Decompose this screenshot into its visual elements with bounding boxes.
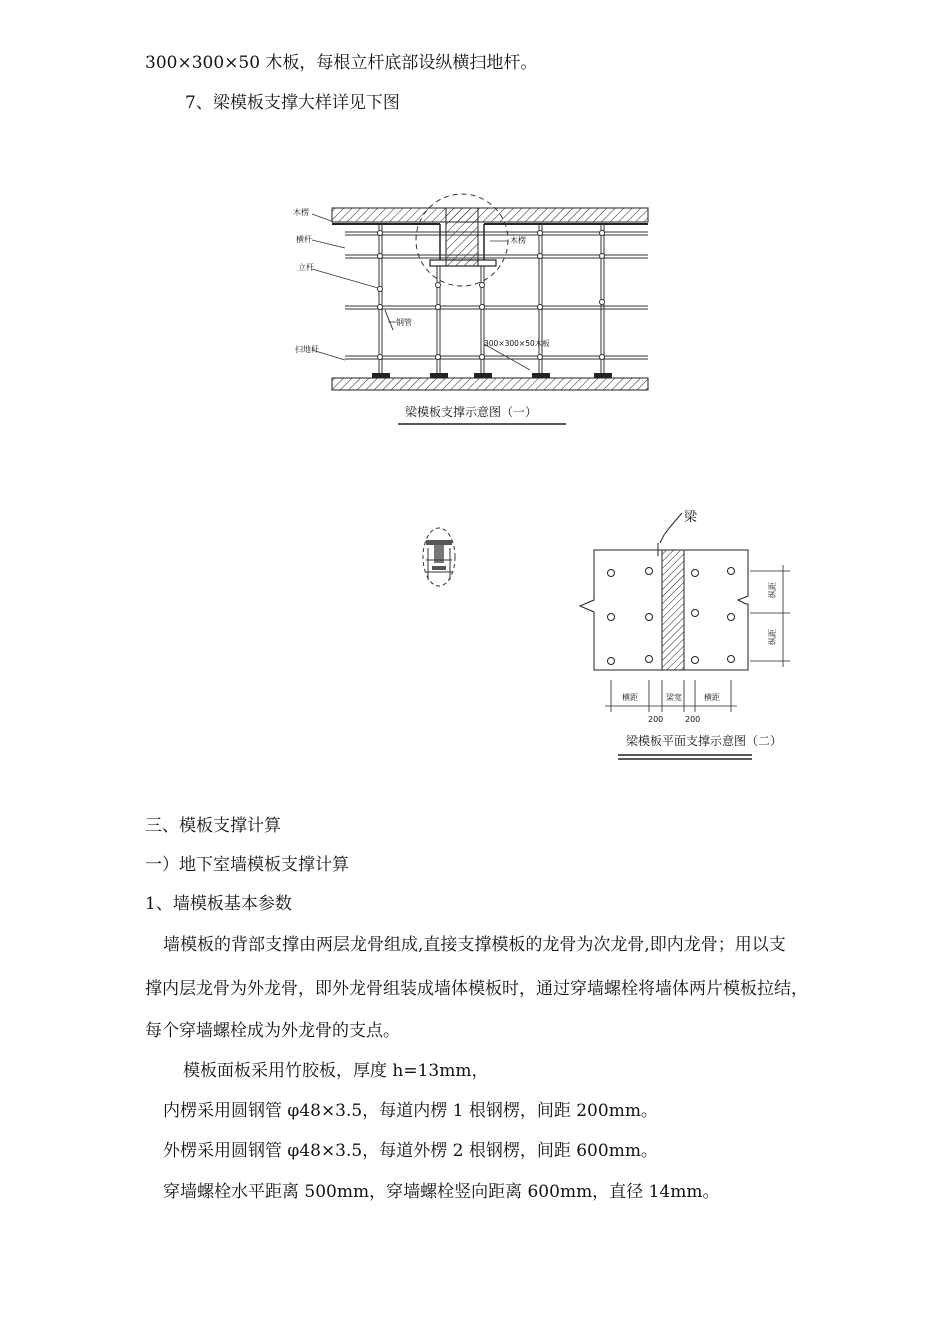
- param-wall-bolt: 穿墙螺栓水平距离 500mm，穿墙螺栓竖向距离 600mm，直径 14mm。: [163, 1182, 720, 1202]
- label-zongju-bottom: 纵距: [768, 629, 777, 645]
- item-title: 1、墙模板基本参数: [145, 894, 292, 914]
- label-ligan: 立杆: [298, 263, 314, 272]
- param-inner-stud: 内楞采用圆钢管 φ48×3.5，每道内楞 1 根钢楞，间距 200mm。: [163, 1101, 658, 1121]
- label-board: 300×300×50木板: [484, 339, 550, 348]
- subsection-title: 一）地下室墙模板支撑计算: [145, 855, 349, 875]
- figure2-caption: 梁模板平面支撑示意图（二）: [626, 734, 783, 748]
- label-zongju-top: 纵距: [768, 582, 777, 598]
- label-hengju-left: 横距: [622, 693, 638, 702]
- label-liang: 梁: [684, 510, 698, 525]
- dim-200-right: 200: [685, 715, 701, 724]
- label-gangguan: 钢管: [396, 318, 412, 327]
- label-saodigan: 扫地杆: [295, 345, 319, 354]
- figure1-caption: 梁模板支撑示意图（一）: [405, 405, 538, 419]
- paragraph-line-2: 撑内层龙骨为外龙骨，即外龙骨组装成墙体模板时，通过穿墙螺栓将墙体两片模板拉结，: [145, 979, 808, 999]
- label-henggan: 横杆: [296, 235, 312, 244]
- label-liangkuan: 梁宽: [666, 693, 682, 702]
- paragraph-line-1: 墙模板的背部支撑由两层龙骨组成,直接支撑模板的龙骨为次龙骨,即内龙骨；用以支: [163, 935, 786, 955]
- param-outer-stud: 外楞采用圆钢管 φ48×3.5，每道外楞 2 根钢楞，间距 600mm。: [163, 1141, 658, 1161]
- param-face-board: 模板面板采用竹胶板，厚度 h=13mm，: [183, 1061, 489, 1081]
- label-mulleng-right: 木楞: [510, 236, 526, 245]
- label-hengju-right: 横距: [704, 693, 720, 702]
- dim-200-left: 200: [648, 715, 664, 724]
- paragraph-line-3: 每个穿墙螺栓成为外龙骨的支点。: [145, 1021, 400, 1041]
- intro-line-1: 300×300×50 木板，每根立杆底部设纵横扫地杆。: [145, 53, 538, 73]
- label-mulleng-left: 木楞: [293, 208, 309, 217]
- beam-strip: [662, 550, 684, 670]
- intro-line-2: 7、梁模板支撑大样详见下图: [185, 93, 400, 113]
- section-title: 三、模板支撑计算: [145, 816, 281, 836]
